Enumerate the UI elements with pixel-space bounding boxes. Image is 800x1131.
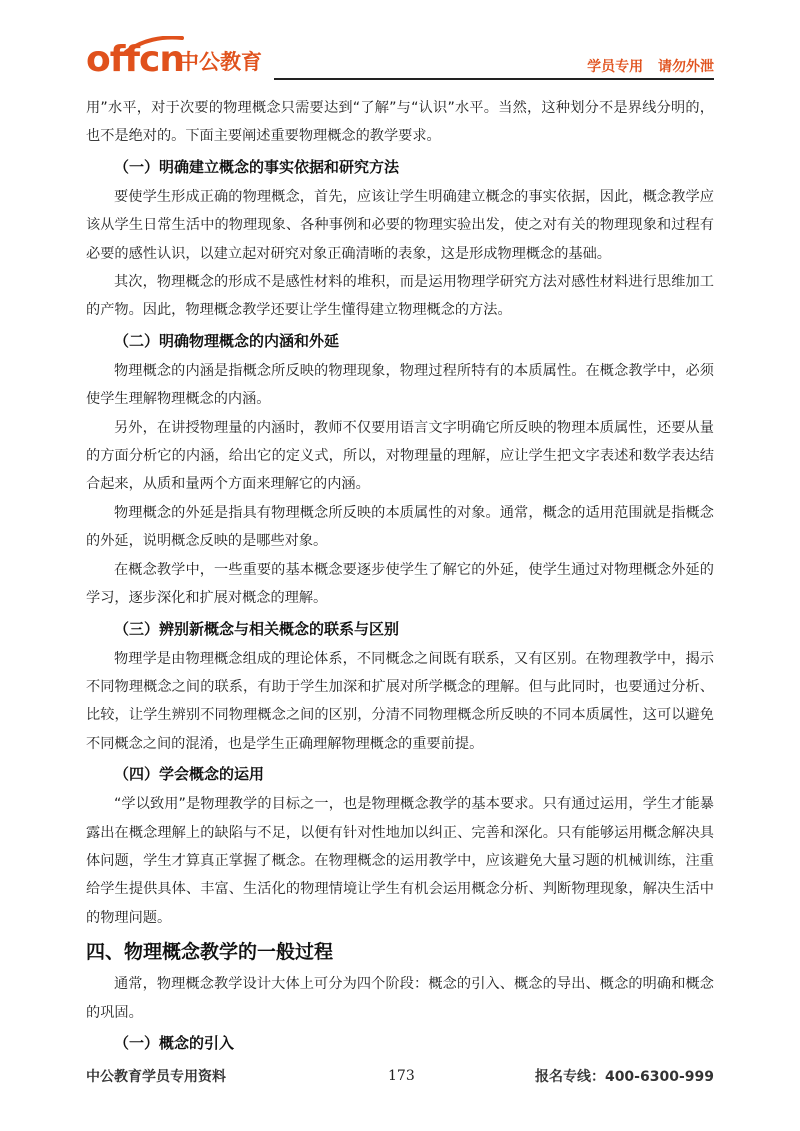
footer-source: 中公教育学员专用资料	[86, 1069, 226, 1085]
section-heading: 四、物理概念教学的一般过程	[86, 941, 334, 964]
paragraph: 物理学是由物理概念组成的理论体系，不同概念之间既有联系，又有区别。在物理教学中，揭示不同物理概念之间的联系，有助于学生加深和扩展对所学概念的理解。但与此同时，也要通过分析、比较，让学生辨别不同物理概念之间的区别，分清不同物理概念所反映的不同本质属性，这可以避免不同概念之间的混淆，也是学生正确理解物理概念的重要前提。	[86, 650, 714, 752]
offcn-logo	[86, 36, 276, 82]
paragraph: 要使学生形成正确的物理概念，首先，应该让学生明确建立概念的事实依据，因此，概念教学应该从学生日常生活中的物理现象、各种事例和必要的物理实验出发，使之对有关的物理现象和过程有必要的感性认识，以建立起对研究对象正确清晰的表象，这是形成物理概念的基础。	[86, 188, 714, 262]
paragraph: 物理概念的内涵是指概念所反映的物理现象，物理过程所特有的本质属性。在概念教学中，必须使学生理解物理概念的内涵。	[86, 362, 714, 408]
logo-latin: offcn	[86, 39, 185, 80]
paragraph: “学以致用”是物理教学的目标之一，也是物理概念教学的基本要求。只有通过运用，学生才能暴露出在概念理解上的缺陷与不足，以便有针对性地加以纠正、完善和深化。只有能够运用概念解决具体问题，学生才算真正掌握了概念。在物理概念的运用教学中，应该避免大量习题的机械训练，注重给学生提供具体、丰富、生活化的物理情境让学生有机会运用概念分析、判断物理现象，解决生活中的物理问题。	[86, 796, 714, 926]
paragraph: 物理概念的外延是指具有物理概念所反映的本质属性的对象。通常，概念的适用范围就是指概念的外延，说明概念反映的是哪些对象。	[86, 504, 714, 550]
paragraph: 用”水平，对于次要的物理概念只需要达到“了解”与“认识”水平。当然，这种划分不是界线分明的，也不是绝对的。下面主要阐述重要物理概念的教学要求。	[86, 100, 714, 145]
page-header	[0, 0, 800, 90]
subheading: （三）辨别新概念与相关概念的联系与区别	[114, 619, 400, 638]
subheading: （四）学会概念的运用	[114, 765, 265, 784]
paragraph: 另外，在讲授物理量的内涵时，教师不仅要用语言文字明确它所反映的物理本质属性，还要从量的方面分析它的内涵，给出它的定义式，所以，对物理量的理解，应让学生把文字表述和数学表达结合起来，从质和量两个方面来理解它的内涵。	[86, 419, 714, 493]
document-body	[86, 94, 714, 1059]
paragraph: 其次，物理概念的形成不是感性材料的堆积，而是运用物理学研究方法对感性材料进行思维加工的产物。因此，物理概念教学还要让学生懂得建立物理概念的方法。	[86, 274, 714, 319]
subheading: （一）明确建立概念的事实依据和研究方法	[114, 157, 400, 176]
confidential-tag: 学员专用 请勿外泄	[587, 59, 714, 75]
header-divider	[274, 78, 714, 80]
logo-chinese: 中公教育	[178, 50, 262, 74]
subheading: （二）明确物理概念的内涵和外延	[114, 331, 340, 350]
paragraph: 在概念教学中，一些重要的基本概念要逐步使学生了解它的外延，使学生通过对物理概念外延的学习，逐步深化和扩展对概念的理解。	[86, 561, 714, 607]
paragraph: 通常，物理概念教学设计大体上可分为四个阶段：概念的引入、概念的导出、概念的明确和概念的巩固。	[86, 976, 714, 1021]
subheading: （一）概念的引入	[114, 1033, 235, 1052]
page-number: 173	[388, 1068, 415, 1084]
footer-hotline: 报名专线：400-6300-999	[534, 1069, 714, 1085]
